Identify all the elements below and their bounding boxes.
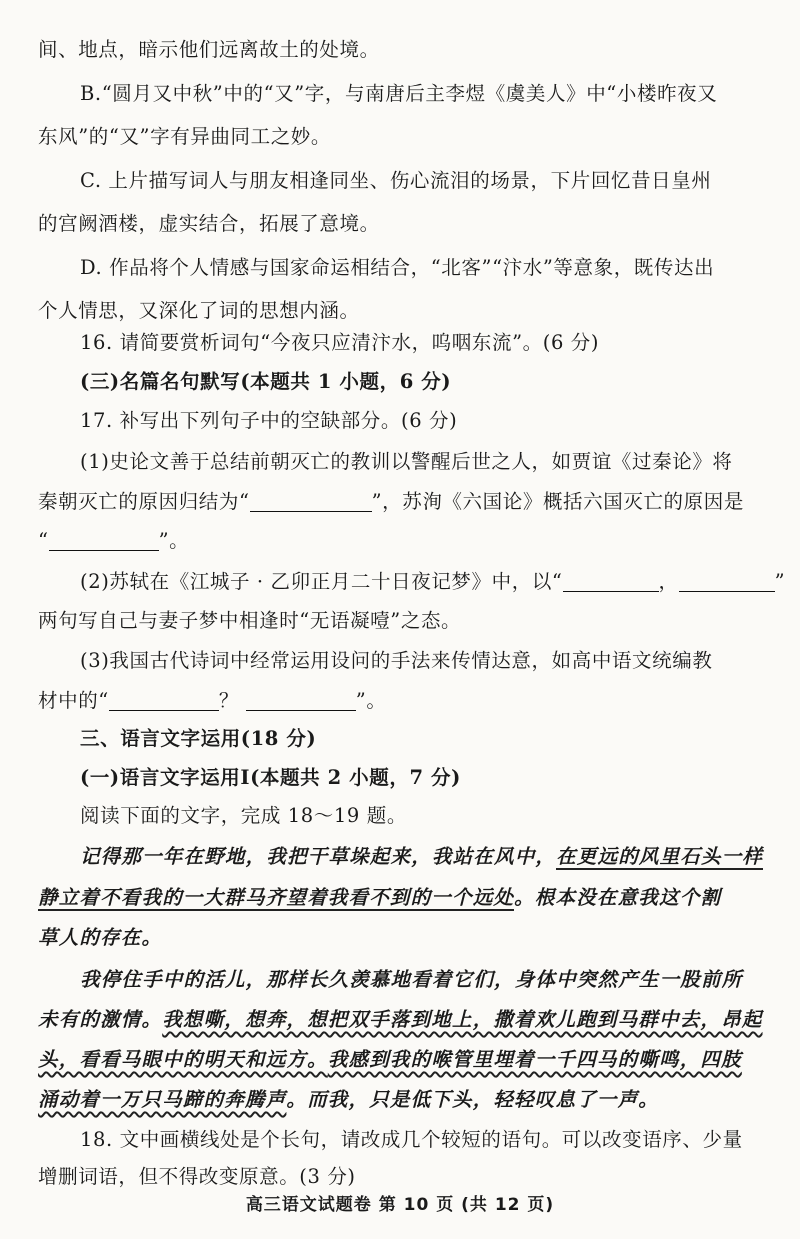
line-text: ”，苏洵《六国论》概括六国灭亡的原因是 bbox=[371, 490, 744, 513]
line-text: “ bbox=[38, 529, 49, 552]
passage-line bbox=[38, 1080, 778, 1120]
section-heading: (一)语言文字运用Ⅰ(本题共 2 小题，7 分) bbox=[80, 766, 461, 789]
line-text: 秦朝灭亡的原因归结为“ bbox=[38, 490, 250, 513]
wavy-underlined-text: 我感到我的喉管里埋着一千四马的嘶鸣，四肢 bbox=[327, 1048, 742, 1071]
text-line: 间、地点，暗示他们远离故土的处境。 bbox=[38, 38, 380, 61]
text-line: 两句写自己与妻子梦中相逢时“无语凝噎”之态。 bbox=[38, 609, 462, 632]
line-text: 材中的“ bbox=[38, 689, 109, 712]
question-17-3: (3)我国古代诗词中经常运用设问的手法来传情达意，如高中语文统编教 bbox=[80, 649, 713, 672]
line-text: 未有的激情。 bbox=[38, 1008, 163, 1031]
answer-blank[interactable] bbox=[109, 688, 219, 711]
line-text: 。根本没在意我这个割 bbox=[514, 886, 722, 909]
part-heading: 三、语言文字运用(18 分) bbox=[80, 727, 317, 750]
answer-blank[interactable] bbox=[563, 569, 659, 592]
page-footer: 高三语文试题卷 第 10 页 (共 12 页) bbox=[245, 1195, 555, 1215]
question-18: 18. 文中画横线处是个长句，请改成几个较短的语句。可以改变语序、少量 bbox=[80, 1128, 743, 1151]
line-text: (2)苏轼在《江城子 · 乙卯正月二十日夜记梦》中，以“ bbox=[80, 570, 563, 593]
question-17: 17. 补写出下列句子中的空缺部分。(6 分) bbox=[80, 409, 458, 432]
text-line bbox=[38, 681, 778, 721]
passage-line: 草人的存在。 bbox=[38, 926, 163, 949]
text-line: 增删词语，但不得改变原意。(3 分) bbox=[38, 1165, 356, 1188]
text-line bbox=[38, 521, 778, 561]
line-text: ， bbox=[658, 570, 679, 593]
answer-blank[interactable] bbox=[679, 569, 775, 592]
passage-line: 我停住手中的活儿，那样长久羡慕地看着它们，身体中突然产生一股前所 bbox=[80, 968, 743, 991]
passage-line bbox=[38, 878, 778, 918]
passage-line bbox=[38, 1000, 778, 1040]
passage-line bbox=[38, 1040, 778, 1080]
answer-blank[interactable] bbox=[246, 688, 356, 711]
passage-line bbox=[80, 837, 780, 877]
text-line bbox=[38, 482, 778, 522]
line-text: ”。 bbox=[158, 529, 190, 552]
line-text: ” bbox=[774, 570, 786, 593]
wavy-underlined-text: 我想嘶，想奔，想把双手落到地上，撒着欢儿跑到马群中去，昂起 bbox=[162, 1008, 763, 1031]
text-line: 的宫阙酒楼，虚实结合，拓展了意境。 bbox=[38, 212, 380, 235]
reading-instruction: 阅读下面的文字，完成 18～19 题。 bbox=[80, 804, 407, 827]
text-line: 东风”的“又”字有异曲同工之妙。 bbox=[38, 125, 332, 148]
wavy-underlined-text: 涌动着一万只马蹄的奔腾声 bbox=[38, 1088, 287, 1111]
wavy-underlined-text: 头，看看马眼中的明天和远方。 bbox=[38, 1048, 328, 1071]
question-17-2 bbox=[80, 562, 786, 602]
option-b: B.“圆月又中秋”中的“又”字，与南唐后主李煜《虞美人》中“小楼昨夜又 bbox=[80, 82, 718, 105]
line-text: ？ bbox=[218, 689, 239, 712]
option-c: C. 上片描写词人与朋友相逢同坐、伤心流泪的场景，下片回忆昔日皇州 bbox=[80, 169, 712, 192]
answer-blank[interactable] bbox=[250, 489, 372, 512]
answer-blank[interactable] bbox=[49, 528, 159, 551]
underlined-text: 在更远的风里石头一样 bbox=[556, 845, 764, 868]
underlined-text: 静立着不看我的一大群马齐望着我看不到的一个远处 bbox=[38, 886, 515, 909]
question-17-1: (1)史论文善于总结前朝灭亡的教训以警醒后世之人，如贾谊《过秦论》将 bbox=[80, 450, 733, 473]
line-text: ”。 bbox=[355, 689, 387, 712]
option-d: D. 作品将个人情感与国家命运相结合，“北客”“汴水”等意象，既传达出 bbox=[80, 256, 715, 279]
line-text: 记得那一年在野地，我把干草垛起来，我站在风中， bbox=[80, 845, 557, 868]
question-16: 16. 请简要赏析词句“今夜只应清汴水，呜咽东流”。(6 分) bbox=[80, 331, 600, 354]
text-line: 个人情思，又深化了词的思想内涵。 bbox=[38, 299, 360, 322]
section-heading: (三)名篇名句默写(本题共 1 小题，6 分) bbox=[80, 370, 452, 393]
line-text: 。而我，只是低下头，轻轻叹息了一声。 bbox=[286, 1088, 660, 1111]
